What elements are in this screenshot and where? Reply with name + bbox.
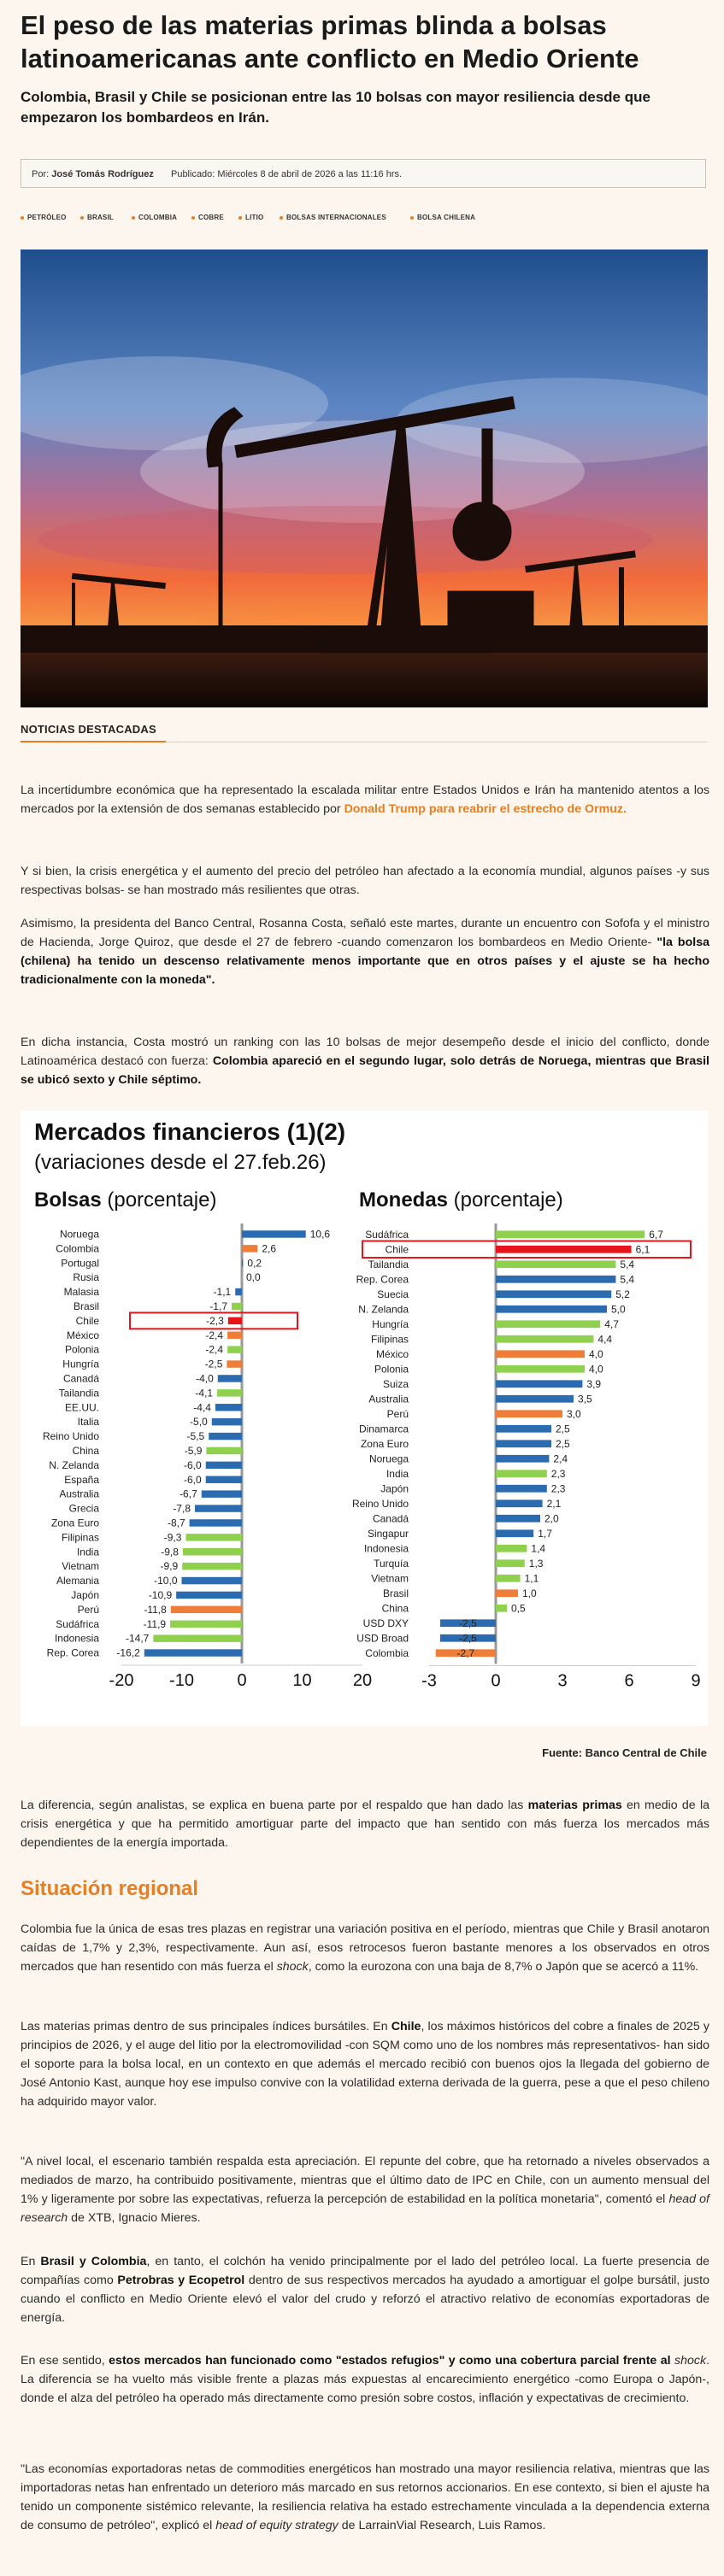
category-label: Japón (380, 1482, 409, 1495)
article-title: El peso de las materias primas blinda a bolsas latinoamericanas ante conflicto en Medio Oriente (21, 10, 639, 73)
tick-label: 9 (691, 1671, 701, 1691)
data-label: -1,1 (213, 1286, 232, 1299)
category-label: India (386, 1467, 409, 1480)
data-label: -2,5 (459, 1617, 477, 1629)
tag-item[interactable]: PETRÓLEO (21, 214, 67, 221)
category-label: Zona Euro (360, 1437, 409, 1450)
paragraph-4: En dicha instancia, Costa mostró un ranking con las 10 bolsas de mejor desempeño desde el inicio del conflicto, donde Latinoamérica destacó con fuerza: Colombia apareció en el segundo lugar, solo detrás de Noruega, mientras que Brasil se ubicó sexto y Chile séptimo. (21, 1036, 709, 1087)
category-label: Polonia (374, 1363, 409, 1376)
category-label: Turquía (374, 1557, 409, 1570)
category-label: China (381, 1602, 409, 1615)
bar (496, 1230, 645, 1238)
data-label: -2,4 (205, 1343, 224, 1356)
category-label: México (375, 1347, 409, 1360)
bar (183, 1548, 242, 1555)
bar (190, 1519, 242, 1526)
bar (212, 1418, 242, 1425)
category-label: Rusia (73, 1271, 99, 1284)
bar (496, 1425, 551, 1433)
bar (228, 1317, 242, 1324)
data-label: -6,7 (180, 1488, 197, 1500)
data-label: -5,0 (190, 1416, 208, 1429)
bar (496, 1545, 527, 1552)
bar (496, 1455, 549, 1463)
bar (195, 1505, 242, 1511)
bar (496, 1276, 615, 1283)
category-label: Vietnam (62, 1560, 99, 1573)
category-label: Noruega (368, 1452, 409, 1465)
category-label: N. Zelanda (49, 1458, 99, 1471)
article-subtitle: Colombia, Brasil y Chile se posicionan entre las 10 bolsas con mayor resiliencia desde que empezaron los bombardeos en Irán. (21, 89, 650, 126)
category-label: Hungría (372, 1317, 409, 1330)
paragraph-6: Colombia fue la única de esas tres plazas en registrar una variación positiva en el período, mientras que Chile y Brasil anotaron caídas de 1,7% y 2,3%, respectivamente. Aun así, esos retrocesos fueron bastante menores a los observados en otros mercados que han resentido con más fuerza el shock, como la eurozona con una baja de 8,7% o Japón que se acercó a 11%. (21, 1922, 709, 1974)
category-label: Canadá (372, 1512, 409, 1525)
data-label: 0,0 (246, 1271, 261, 1284)
bar (496, 1499, 543, 1507)
bar (227, 1332, 242, 1339)
bar (171, 1606, 242, 1613)
category-label: Australia (368, 1393, 409, 1405)
category-label: Perú (386, 1407, 409, 1420)
data-label: 0,5 (511, 1602, 526, 1615)
bar (182, 1563, 242, 1570)
data-label: -2,7 (456, 1646, 475, 1659)
bar (206, 1476, 242, 1483)
category-label: Filipinas (61, 1531, 99, 1544)
category-label: Vietnam (371, 1572, 409, 1585)
tag-list (21, 214, 706, 226)
data-label: -14,7 (126, 1632, 150, 1645)
category-label: Alemania (56, 1575, 99, 1587)
tick-label: -3 (421, 1671, 437, 1691)
data-label: 2,5 (556, 1437, 570, 1450)
bar (496, 1470, 547, 1477)
category-label: Portugal (61, 1257, 99, 1270)
data-label: -4,0 (196, 1372, 214, 1385)
bar (202, 1490, 242, 1497)
category-label: Perú (77, 1603, 99, 1616)
data-label: -9,9 (160, 1560, 179, 1573)
category-label: Sudáfrica (56, 1617, 99, 1630)
bar (227, 1346, 242, 1353)
chart-canvas (21, 1111, 708, 1726)
bar (242, 1259, 243, 1266)
category-label: Sudáfrica (365, 1228, 409, 1241)
category-label: Reino Unido (351, 1497, 409, 1510)
data-label: 4,7 (604, 1317, 619, 1330)
category-label: India (76, 1546, 99, 1558)
bar (206, 1462, 242, 1469)
bar (496, 1395, 574, 1403)
data-label: -2,5 (204, 1358, 223, 1370)
bar (182, 1577, 243, 1584)
oil-pumpjack-illustration (21, 249, 708, 707)
category-label: México (66, 1329, 99, 1341)
tick-label: 10 (292, 1671, 312, 1690)
category-label: China (72, 1444, 99, 1457)
category-label: Tailandia (368, 1258, 409, 1270)
category-label: Suiza (382, 1377, 409, 1390)
bar (215, 1404, 242, 1411)
section-divider-accent (21, 741, 166, 742)
chart-subtitle: (variaciones desde el 27.feb.26) (34, 1151, 327, 1174)
data-label: -4,4 (193, 1401, 211, 1414)
category-label: Suecia (377, 1288, 409, 1300)
bar (496, 1320, 600, 1328)
tick-label: 0 (237, 1671, 247, 1690)
bar (496, 1246, 632, 1253)
bar (242, 1274, 243, 1281)
data-label: -11,8 (144, 1603, 167, 1616)
tick-label: 6 (624, 1671, 634, 1691)
bar (217, 1389, 242, 1396)
paragraph-3: Asimismo, la presidenta del Banco Central, Rosanna Costa, señaló este martes, durante un encuentro con Sofofa y el ministro de Hacienda, Jorge Quiroz, que desde el 27 de febrero -cuando comenzaron los bombardeos en Medio Oriente- "la bolsa (chilena) ha tenido un descenso relativamente menos importante que en otros países y el ajuste se ha hecho tradicionalmente con la moneda". (21, 917, 709, 987)
publish-date: Publicado: Miércoles 8 de abril de 2026 a las 11:16 hrs. (170, 169, 403, 179)
category-label: Singapur (367, 1527, 409, 1540)
data-label: -1,7 (209, 1300, 228, 1312)
bar (496, 1529, 533, 1537)
category-label: EE.UU. (64, 1401, 99, 1414)
tag-item[interactable]: COBRE (191, 214, 224, 221)
paragraph-8: "A nivel local, el escenario también respalda esta apreciación. El repunte del cobre, que ha retornado a niveles observados a mediados de marzo, ha contribuido positivamente, mientras que el último dato de IPC en Chile, con un aumento mensual del 1% y ligeramente por sobre las expectativas, refuerza la percepción de estabilidad en la política monetaria", comentó el head of research de XTB, Ignacio Mieres. (21, 2155, 709, 2225)
bar (496, 1559, 525, 1567)
paragraph-10: En ese sentido, estos mercados han funcionado como "estados refugios" y como una cobertura parcial frente al shock. La diferencia se ha vuelto más visible frente a plazas más expuestas al encarecimiento energético -como Europa o Japón-, donde el alza del petróleo ha operado más directamente como presión sobre costos, inflación y expectativas de crecimiento. (21, 2354, 710, 2405)
chart-source: Fuente: Banco Central de Chile (542, 1746, 707, 1759)
data-label: 2,3 (550, 1482, 566, 1495)
bar (235, 1288, 242, 1295)
category-label: Noruega (59, 1228, 99, 1241)
category-label: Canadá (62, 1372, 99, 1385)
bar (206, 1447, 242, 1454)
data-label: -2,3 (206, 1314, 224, 1327)
tag-item[interactable]: BRASIL (80, 214, 114, 221)
bar (496, 1589, 518, 1597)
data-label: -9,8 (161, 1546, 179, 1558)
bar (496, 1440, 551, 1447)
data-label: 6,7 (649, 1228, 663, 1241)
data-label: -4,1 (195, 1387, 214, 1399)
trump-ormuz-link[interactable]: Donald Trump para reabrir el estrecho de Ormuz. (344, 802, 627, 816)
data-label: -2,4 (205, 1329, 224, 1341)
data-label: -16,2 (116, 1646, 140, 1659)
bar (496, 1515, 540, 1523)
data-label: -6,0 (184, 1458, 202, 1471)
data-label: -11,9 (143, 1617, 167, 1630)
data-label: 3,9 (586, 1377, 602, 1390)
tag-item[interactable]: COLOMBIA (132, 214, 177, 221)
bar (496, 1380, 582, 1388)
hero-image (21, 249, 708, 707)
bar (232, 1303, 242, 1310)
data-label: 2,1 (546, 1497, 562, 1510)
currencies-panel (352, 1188, 701, 1691)
category-label: USD DXY (362, 1617, 409, 1629)
data-label: -2,5 (459, 1632, 477, 1645)
data-label: -7,8 (173, 1502, 191, 1515)
category-label: Chile (75, 1314, 99, 1327)
category-label: Polonia (64, 1343, 99, 1356)
category-label: Grecia (68, 1502, 99, 1515)
bar (496, 1365, 585, 1373)
bar (218, 1375, 242, 1382)
category-label: N. Zelanda (358, 1303, 409, 1316)
bar (153, 1634, 242, 1641)
category-label: Dinamarca (358, 1423, 409, 1435)
data-label: -8,7 (167, 1517, 185, 1529)
section-label: NOTICIAS DESTACADAS (21, 723, 156, 736)
tag-item[interactable]: BOLSA CHILENA (410, 214, 475, 221)
bar (144, 1649, 242, 1656)
bar (242, 1245, 257, 1252)
data-label: 2,0 (544, 1512, 559, 1525)
data-label: 2,3 (550, 1467, 566, 1480)
data-label: -9,3 (163, 1531, 182, 1544)
category-label: Australia (59, 1488, 99, 1500)
paragraph-11: "Las economías exportadoras netas de commodities energéticos han mostrado una mayor resiliencia relativa, mientras que las importadoras netas han enfrentado un deterioro más marcado en sus retornos accionarios. En ese contexto, si bien el ajuste ha tenido un componente sistémico relevante, la resiliencia relativa ha estado estrechamente vinculada a la dependencia externa de consumo de petróleo", explicó el head of equity strategy de LarrainVial Research, Luis Ramos. (21, 2462, 709, 2532)
bar (496, 1485, 547, 1493)
data-label: 1,1 (524, 1572, 539, 1585)
category-label: Colombia (56, 1242, 99, 1255)
bar (496, 1306, 607, 1313)
category-label: Zona Euro (50, 1517, 99, 1529)
tag-item[interactable]: LITIO (238, 214, 263, 221)
data-label: 5,0 (611, 1303, 626, 1316)
data-label: 2,6 (262, 1242, 277, 1255)
paragraph-2: Y si bien, la crisis energética y el aumento del precio del petróleo han afectado a la economía mundial, algunos países -y sus respectivas bolsas- se han mostrado más resilientes que otras. (21, 865, 709, 897)
paragraph-9: En Brasil y Colombia, en tanto, el colchón ha venido principalmente por el lado del petróleo local. La fuerte presencia de compañías como Petrobras y Ecopetrol dentro de sus respectivos mercados ha ayudado a amortiguar el golpe bursátil, justo cuando el conflicto en Medio Oriente elevó el valor del crudo y reforzó el atractivo relativo de economías exportadoras de energía. (21, 2255, 709, 2325)
category-label: Indonesia (54, 1632, 99, 1645)
data-label: 1,0 (522, 1587, 537, 1599)
data-label: 0,2 (247, 1257, 262, 1270)
category-label: Rep. Corea (356, 1273, 409, 1286)
data-label: 1,4 (531, 1542, 546, 1555)
data-label: 1,7 (538, 1527, 552, 1540)
category-label: Chile (385, 1243, 409, 1256)
category-label: USD Broad (356, 1632, 409, 1645)
tick-label: 20 (352, 1671, 373, 1690)
data-label: 4,4 (597, 1333, 613, 1346)
data-label: -6,0 (184, 1473, 202, 1486)
byline-box (21, 159, 706, 188)
data-label: 10,6 (309, 1228, 331, 1241)
data-label: 2,5 (556, 1423, 570, 1435)
paragraph-5: La diferencia, según analistas, se explica en buena parte por el respaldo que han dado las materias primas en medio de la crisis energética y que ha permitido amortiguar parte del impacto que han sentido con más fuerza los mercados más dependientes de la energía importada. (21, 1799, 709, 1850)
panel-title: Monedas (porcentaje) (359, 1188, 563, 1212)
category-label: Reino Unido (42, 1430, 99, 1443)
tick-label: 0 (491, 1671, 501, 1691)
data-label: -5,5 (186, 1430, 205, 1443)
chart-title: Mercados financieros (1)(2) (34, 1118, 346, 1145)
bar (496, 1410, 562, 1417)
data-label: 3,5 (578, 1393, 592, 1405)
category-label: Indonesia (363, 1542, 409, 1555)
section-heading-regional: Situación regional (21, 1877, 199, 1900)
bar (496, 1350, 585, 1358)
bar (496, 1605, 507, 1612)
bar (185, 1534, 242, 1540)
bar (496, 1290, 611, 1298)
paragraph-7: Las materias primas dentro de sus principales índices bursátiles. En Chile, los máximos históricos del cobre a finales de 2025 y principios de 2026, y el auge del litio por la electromovilidad -con SQM como uno de los nombres más representativos- han sido el soporte para la bolsa local, en un contexto en que además el mercado recibió con buenos ojos la llegada del gobierno de José Antonio Kast, aunque hoy ese impulso convive con la volatilidad externa derivada de la guerra, pese a que el peso chileno ha adquirido mayor valor. (21, 2020, 710, 2109)
tick-label: -10 (169, 1671, 194, 1690)
data-label: 2,4 (553, 1452, 568, 1465)
category-label: Hungría (62, 1358, 99, 1370)
bar (242, 1230, 306, 1237)
financial-markets-chart (21, 1111, 708, 1726)
paragraph-1: La incertidumbre económica que ha representado la escalada militar entre Estados Unidos e Irán ha mantenido atentos a los mercados por la extensión de dos semanas establecido por Donald Trump para reabrir el estrecho de Ormuz. (21, 783, 709, 816)
bar (227, 1360, 242, 1367)
bar (496, 1335, 593, 1343)
byline-prefix: Por: (32, 169, 50, 179)
data-label: 3,0 (567, 1407, 581, 1420)
category-label: Japón (71, 1588, 99, 1601)
tick-label: 3 (557, 1671, 568, 1691)
category-label: Brasil (382, 1587, 409, 1599)
category-label: España (64, 1473, 99, 1486)
data-label: 4,0 (589, 1347, 603, 1360)
author-name[interactable]: José Tomás Rodríguez (51, 169, 154, 179)
data-label: 1,3 (528, 1557, 544, 1570)
stocks-panel (34, 1188, 372, 1690)
bar (209, 1433, 242, 1440)
data-label: -10,9 (148, 1588, 173, 1601)
data-label: 5,4 (620, 1258, 635, 1270)
data-label: 6,1 (635, 1243, 650, 1256)
data-label: 4,0 (589, 1363, 603, 1376)
bar (496, 1260, 615, 1268)
bar (176, 1592, 242, 1599)
data-label: -10,0 (154, 1575, 178, 1587)
category-label: Italia (77, 1416, 99, 1429)
category-label: Filipinas (370, 1333, 409, 1346)
data-label: 5,2 (615, 1288, 630, 1300)
data-label: -5,9 (184, 1444, 203, 1457)
data-label: 5,4 (620, 1273, 635, 1286)
category-label: Colombia (365, 1646, 409, 1659)
category-label: Tailandia (58, 1387, 99, 1399)
panel-title: Bolsas (porcentaje) (34, 1188, 217, 1212)
bar (496, 1575, 521, 1582)
category-label: Rep. Corea (46, 1646, 99, 1659)
tag-item[interactable]: BOLSAS INTERNACIONALES (280, 214, 386, 221)
bar (170, 1621, 242, 1628)
category-label: Malasia (63, 1286, 99, 1299)
tick-label: -20 (109, 1671, 134, 1690)
category-label: Brasil (73, 1300, 99, 1312)
